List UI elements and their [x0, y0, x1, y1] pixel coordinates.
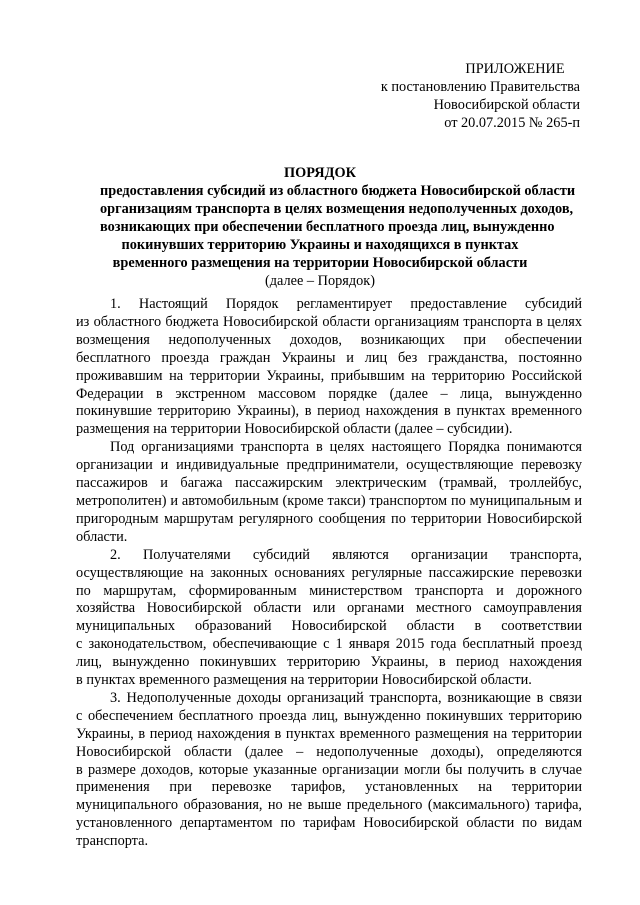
title-line: предоставления субсидий из областного бюджета Новосибирской области [100, 183, 576, 199]
paragraph-line: лиц, вынужденно покинувших территорию Украины, в период нахождения [76, 654, 582, 671]
paragraph-line: муниципальных образований Новосибирской области в соответствии [76, 618, 582, 635]
paragraph-line: 1. Настоящий Порядок регламентирует предоставление субсидий [110, 296, 582, 312]
title-line: возникающих при обеспечении бесплатного проезда лиц, вынужденно [100, 219, 555, 235]
paragraph-line: применения при перевозке тарифов, установленных на территории [76, 779, 582, 796]
paragraph-line: Украины, в период нахождения в пунктах временного размещения на территории [76, 725, 582, 742]
paragraph-line: возмещения недополученных доходов, возникающих при обеспечении [76, 331, 582, 348]
appendix-region: Новосибирской области [433, 97, 580, 113]
title-line: организациям транспорта в целях возмещения недополученных доходов, [100, 201, 574, 217]
appendix-date-number: от 20.07.2015 № 265-п [444, 115, 580, 131]
paragraph-line: в пунктах временного размещения на территории Новосибирской области. [76, 672, 532, 689]
paragraph-line: осуществляющие на законных основаниях регулярные пассажирские перевозки [76, 564, 582, 581]
paragraph-line: хозяйства Новосибирской области или органами местного самоуправления [76, 600, 582, 617]
paragraph-line: покинувшие территорию Украины), в период нахождения в пунктах временного [76, 403, 582, 420]
paragraph-line: Новосибирской области (далее – недополученные доходы), определяются [76, 743, 582, 760]
title-heading: ПОРЯДОК [284, 165, 356, 181]
paragraph-line: проживавшим на территории Украины, прибывшим на территорию Российской [76, 367, 582, 384]
paragraph-line: в размере доходов, которые указанные организации могли бы получить в случае [76, 761, 582, 778]
paragraph-line: бесплатного проезда граждан Украины и лиц без гражданства, постоянно [76, 349, 582, 366]
paragraph-line: 2. Получателями субсидий являются организации транспорта, [110, 546, 582, 563]
paragraph-line: установленного департаментом по тарифам Новосибирской области по видам [76, 815, 582, 832]
paragraph-line: метрополитен) и автомобильным (кроме такси) транспортом по муниципальным и [76, 492, 582, 509]
title-line: покинувших территорию Украины и находящихся в пунктах [121, 237, 519, 253]
paragraph-line: муниципального образования, но не выше предельного (максимального) тарифа, [76, 797, 582, 814]
document-body [76, 296, 582, 851]
title-line: временного размещения на территории Новосибирской области [112, 255, 528, 271]
paragraph [76, 439, 582, 546]
appendix-title: ПРИЛОЖЕНИЕ [465, 61, 565, 77]
paragraph-line: пригородным маршрутам регулярного сообщения по территории Новосибирской [76, 510, 582, 527]
appendix-decree: к постановлению Правительства [380, 79, 580, 95]
paragraph-line: Под организациями транспорта в целях настоящего Порядка понимаются [110, 439, 582, 456]
paragraph-line: из областного бюджета Новосибирской области организациям транспорта в целях [76, 313, 582, 330]
paragraph-line: области. [76, 528, 128, 545]
appendix-header [380, 60, 580, 132]
title-note: (далее – Порядок) [265, 273, 375, 289]
paragraph-line: пассажиров и багажа пассажирским электрическим (трамвай, троллейбус, [76, 475, 582, 492]
paragraph-line: с обеспечением бесплатного проезда лиц, вынужденно покинувших территорию [76, 707, 582, 724]
paragraph-line: транспорта. [76, 833, 149, 850]
paragraph-line: по маршрутам, сформированным министерством транспорта и дорожного [76, 582, 582, 599]
paragraph-line: Федерации в экстренном массовом порядке (далее – лица, вынужденно [76, 385, 582, 402]
paragraph [76, 690, 582, 851]
paragraph-line: организации и индивидуальные предприниматели, осуществляющие перевозку [76, 457, 582, 474]
document-title [100, 164, 576, 290]
paragraph-line: 3. Недополученные доходы организаций транспорта, возникающие в связи [110, 689, 582, 706]
paragraph-line: с законодательством, обеспечивающие с 1 января 2015 года бесплатный проезд [76, 636, 582, 653]
paragraph [76, 296, 582, 439]
paragraph-line: размещения на территории Новосибирской области (далее – субсидии). [76, 421, 513, 438]
paragraph [76, 547, 582, 690]
